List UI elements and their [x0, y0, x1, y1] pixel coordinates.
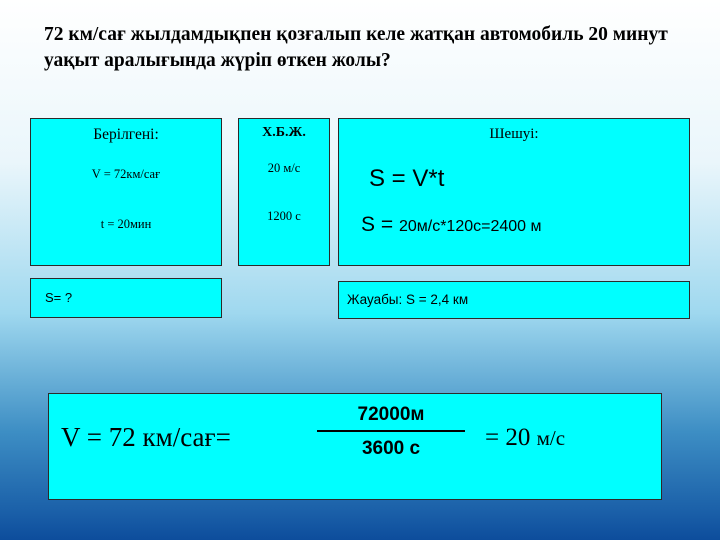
page-title: 72 км/сағ жылдамдықпен қозғалып келе жатқан автомобиль 20 минут уақыт аралығында жүріп өткен жолы?	[44, 24, 668, 71]
solution-calc-value: 20м/с*120с=2400 м	[398, 218, 542, 235]
solution-calc-prefix: S =	[361, 213, 399, 236]
si-time: 1200 с	[267, 209, 301, 223]
question-box	[30, 278, 222, 318]
si-velocity: 20 м/с	[267, 161, 301, 175]
conversion-box	[48, 393, 662, 500]
given-time: t = 20мин	[100, 217, 152, 231]
si-units-box	[238, 118, 330, 266]
answer-box	[338, 281, 690, 319]
answer-text: Жауабы: S = 2,4 км	[347, 292, 469, 307]
solution-calculation	[361, 213, 542, 237]
conversion-lead: V = 72 км/сағ=	[61, 422, 231, 452]
solution-formula: S = V*t	[369, 165, 445, 192]
given-heading: Берілгені:	[93, 126, 159, 143]
conversion-result-unit: м/с	[536, 426, 566, 450]
si-heading: Х.Б.Ж.	[262, 125, 306, 140]
solution-box	[338, 118, 690, 266]
question-text: S= ?	[45, 290, 73, 305]
fraction-numerator: 72000м	[357, 404, 425, 425]
fraction-denominator: 3600 с	[361, 438, 421, 459]
given-velocity: V = 72км/сағ	[91, 167, 161, 181]
conversion-result	[485, 424, 565, 452]
fraction-bar	[317, 430, 465, 432]
given-box	[30, 118, 222, 266]
conversion-result-value: = 20	[485, 424, 537, 451]
solution-heading: Шешуі:	[489, 126, 539, 142]
conversion-fraction	[311, 404, 471, 460]
